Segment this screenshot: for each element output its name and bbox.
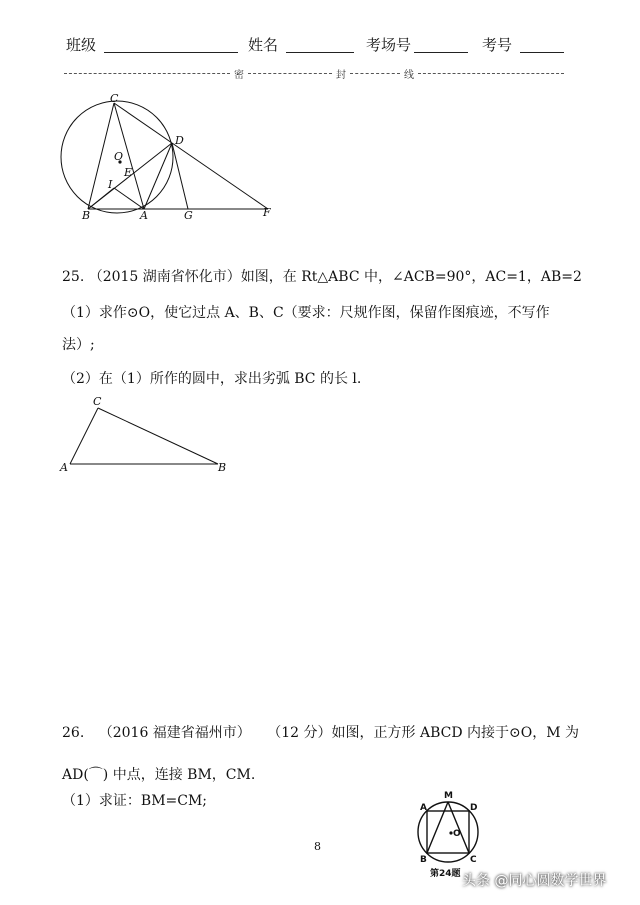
figure-square-circle — [408, 786, 490, 880]
tri-label-B: B — [218, 461, 227, 474]
sq-label-B: B — [420, 855, 427, 865]
tri-label-C: C — [93, 395, 102, 408]
figure-caption: 第24题 — [430, 869, 461, 879]
watermark: 头条 @同心圆数学世界 — [462, 873, 607, 889]
label-O: O — [114, 150, 124, 163]
name-label: 姓名 — [248, 36, 279, 54]
class-label: 班级 — [66, 36, 97, 54]
q26-number: 26. — [62, 725, 85, 741]
sq-label-D: D — [470, 803, 478, 813]
figure-triangle — [58, 394, 238, 474]
q25-line1: 25. （2015 湖南省怀化市）如图，在 Rt△ABC 中，∠ACB=90°，AC=1，AB=2 — [62, 269, 582, 285]
seal-mi: 密 — [234, 70, 244, 81]
exam-header — [60, 34, 580, 56]
q26-line1 — [62, 722, 579, 742]
q25-line2: （1）求作⊙O，使它过点 A、B、C（要求：尺规作图，保留作图痕迹，不写作 — [62, 305, 550, 321]
sq-label-C: C — [470, 855, 477, 865]
q26-line3: （1）求证：BM=CM; — [62, 793, 208, 809]
label-E: E — [124, 166, 133, 179]
room-field[interactable] — [414, 52, 468, 53]
sq-label-A: A — [420, 803, 427, 813]
tri-label-A: A — [60, 461, 68, 474]
q26-rest: （12 分）如图，正方形 ABCD 内接于⊙O，M 为 — [267, 725, 580, 741]
label-I: I — [108, 178, 113, 191]
label-C: C — [110, 92, 119, 105]
q26-source: （2016 福建省福州市） — [98, 725, 251, 741]
seal-feng: 封 — [336, 70, 346, 81]
exam-no-field[interactable] — [520, 52, 564, 53]
sq-label-M: M — [444, 791, 453, 801]
label-F: F — [263, 206, 271, 219]
seal-line — [64, 66, 564, 80]
label-B: B — [82, 209, 91, 222]
seal-xian: 线 — [404, 70, 414, 81]
exam-no-label: 考号 — [482, 36, 513, 54]
label-D: D — [175, 134, 184, 147]
q25-line3: 法）; — [62, 337, 95, 353]
name-field[interactable] — [286, 52, 354, 53]
q26-line2: AD(⌒) 中点，连接 BM，CM. — [62, 767, 256, 783]
room-label: 考场号 — [366, 36, 412, 54]
sq-label-O: O — [453, 829, 461, 839]
q25-line4: （2）在（1）所作的圆中，求出劣弧 BC 的长 l. — [62, 371, 362, 387]
label-G: G — [184, 209, 193, 222]
label-A: A — [140, 209, 148, 222]
page-number: 8 — [314, 840, 321, 853]
class-field[interactable] — [104, 52, 238, 53]
figure-circle-tangent — [56, 92, 286, 222]
